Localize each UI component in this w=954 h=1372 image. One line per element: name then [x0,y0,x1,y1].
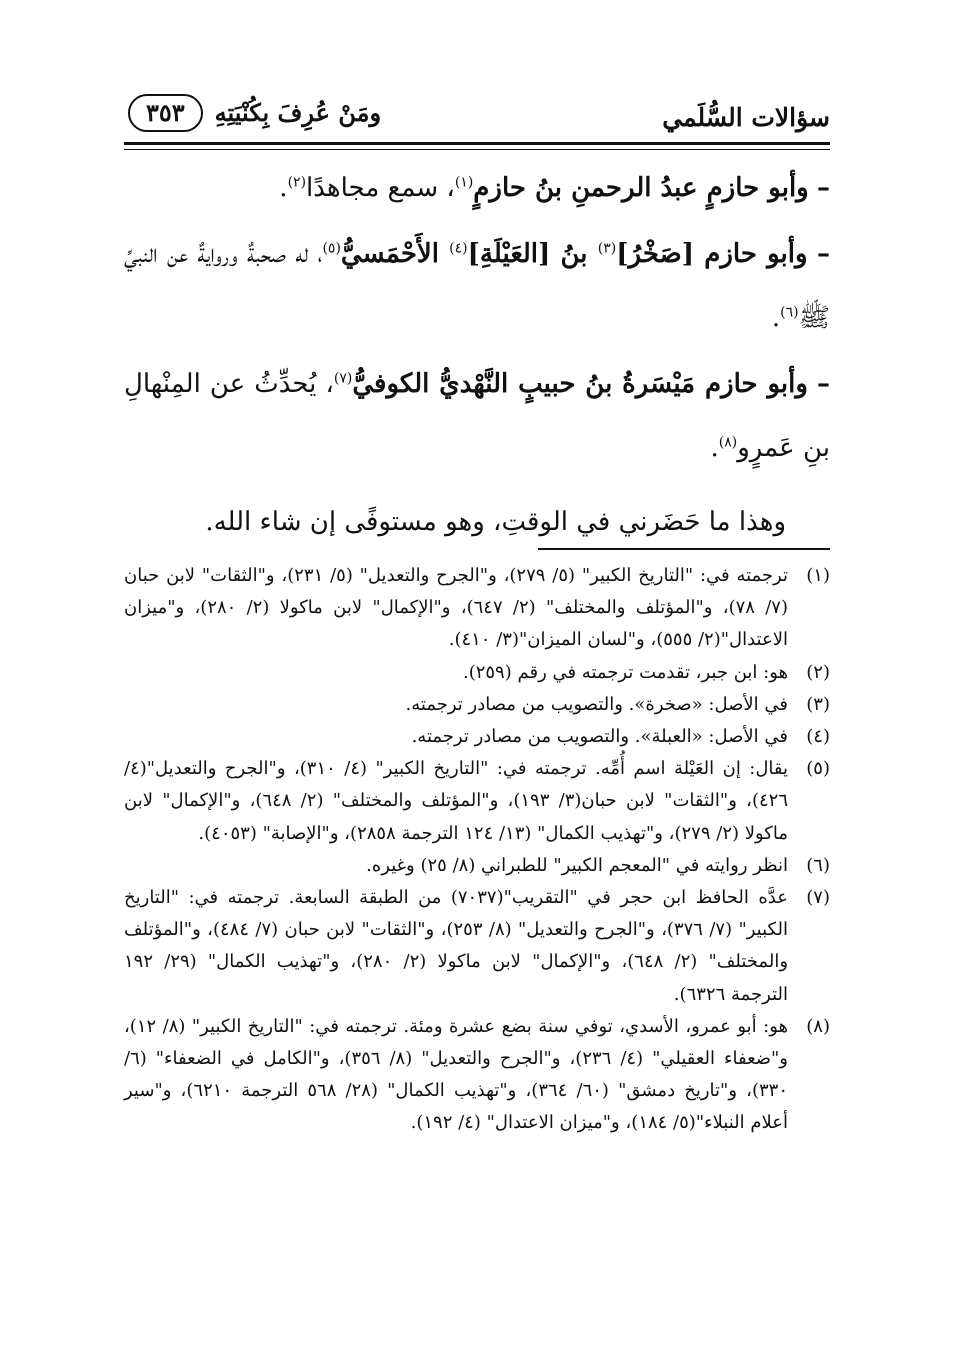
entry-abu-hazim-maysara [124,352,830,480]
footnote-item [124,560,830,657]
footnote-number: (٤) [806,726,830,748]
footnote-ref: (٨) [718,434,738,451]
footnote-number: (٥) [806,758,830,780]
footnote-item [124,882,830,1011]
entry-text: بنُ [العَيْلَةِ] [467,239,598,269]
footnote-number: (٣) [806,693,830,715]
entry-text: وأبو حازم مَيْسَرةُ بنُ حبيبٍ النَّهْديُّ الكوفيُّ [352,369,808,399]
entry-dash: – [817,369,830,399]
footnote-text: ترجمته في: "التاريخ الكبير" (٥/ ٢٧٩)، و"الجرح والتعديل" (٥/ ٢٣١)، و"الثقات" لابن حبان (٧/ ٧٨)، و"المؤتلف والمختلف" (٢/ ٦٤٧)، و"الإكمال" لابن ماكولا (٢/ ٢٨٠)، و"ميزان الاعتدال"(٢/ ٥٥٥)، و"لسان الميزان"(٣/ ٤١٠). [124,565,788,651]
entry-text: ، يُحدِّثُ عن المِنْهالِ بنِ عَمرٍو [124,369,830,463]
footnote-text: يقال: إن العَيْلة اسم أُمِّه. ترجمته في: "التاريخ الكبير" (٤/ ٣١٠)، و"الجرح والتعديل"(٤/ ٤٢٦)، و"الثقات" لابن حبان(٣/ ١٩٣)، و"المؤتلف والمختلف" (٢/ ٦٤٨)، و"الإكمال" لابن ماكولا (٢/ ٢٧٩)، و"تهذيب الكمال" (١٣/ ١٢٤ الترجمة ٢٨٥٨)، و"الإصابة" (٤٠٥٣). [124,758,789,844]
footnote-text: في الأصل: «صخرة». والتصويب من مصادر ترجمته. [405,693,788,715]
closing-sentence: وهذا ما حَضَرني في الوقتِ، وهو مستوفًى إن شاء الله. [205,507,786,537]
footnote-ref: (٣) [597,240,617,257]
footnote-item [124,1011,830,1140]
entry-dash: – [817,173,830,203]
header-rule-thin [124,149,830,150]
footnotes [124,560,830,1140]
footnote-text: عدَّه الحافظ ابن حجر في "التقريب"(٧٠٣٧) من الطبقة السابعة. ترجمته في: "التاريخ الكبير" (٧/ ٣٧٦)، و"الجرح والتعديل" (٨/ ٢٥٣)، و"الثقات" لابن حبان (٧/ ٤٨٤)، و"المؤتلف والمختلف" (٢/ ٦٤٨)، و"الإكمال" لابن ماكولا (٢/ ٢٨٠)، و"تهذيب الكمال" (٢٩/ ١٩٢ الترجمة ٦٣٢٦). [124,887,789,1005]
footnote-ref: (٦) [780,304,799,321]
footnote-ref: (١) [454,174,474,191]
footnote-number: (٢) [806,661,830,683]
footnote-ref: (٧) [333,370,353,387]
footnote-separator [538,548,830,550]
entry-text: ، له صحبةٌ وروايةٌ عن النبيِّ ﷺ [124,239,830,333]
footnote-text: هو: أبو عمرو، الأسدي، توفي سنة بضع عشرة ومئة. ترجمته في: "التاريخ الكبير" (٨/ ١٢)، و"ضعفاء العقيلي" (٤/ ٢٣٦)، و"الجرح والتعديل" (٨/ ٣٥٦)، و"الكامل في الضعفاء" (٦/ ٣٣٠)، و"تاريخ دمشق" (٦٠/ ٣٦٤)، و"تهذيب الكمال" (٢٨/ ٥٦٨ الترجمة ٦٢١٠)، و"سير أعلام النبلاء"(٥/ ١٨٤)، و"ميزان الاعتدال" (٤/ ١٩٢). [124,1015,789,1134]
footnote-ref: (٢) [287,174,307,191]
entry-abu-hazim-abdulrahman [124,156,830,220]
footnote-ref: (٤) [449,240,468,257]
running-title: سؤالات السُّلَمي [662,103,830,132]
entry-abu-hazim-sakhr [124,222,830,350]
entry-text: ، سمع مجاهدًا [306,173,455,203]
footnote-item [124,689,830,721]
footnote-number: (٨) [806,1015,830,1037]
entry-text: . [710,433,719,463]
footnote-item [124,657,830,689]
footnote-item [124,753,830,850]
footnote-ref: (٥) [322,240,341,257]
entry-text: وأبو حازمٍ عبدُ الرحمنِ بنُ حازمٍ [473,173,809,203]
footnote-text: هو: ابن جبر، تقدمت ترجمته في رقم (٢٥٩). [462,661,788,683]
footnote-item [124,850,830,882]
page-number: ٣٥٣ [128,94,203,132]
entry-text: . [771,303,781,333]
footnote-number: (١) [806,565,830,586]
main-text [124,156,830,580]
footnote-item [124,721,830,753]
footnote-text: في الأصل: «العبلة». والتصويب من مصادر ترجمته. [411,726,788,748]
header-rule-thick [124,142,830,145]
entry-text: الأَحْمَسيُّ [340,239,450,269]
entry-text: . [279,173,288,203]
entry-dash: – [817,239,830,269]
header-section [128,94,381,132]
section-title: ومَنْ عُرِفَ بِكُنْيَتِهِ [214,98,382,127]
footnote-text: انظر روايته في "المعجم الكبير" للطبراني (٨/ ٢٥) وغيره. [366,854,788,876]
footnote-number: (٧) [806,887,830,909]
footnote-number: (٦) [806,854,830,876]
entry-text: وأبو حازم [صَخْرُ] [616,239,808,269]
